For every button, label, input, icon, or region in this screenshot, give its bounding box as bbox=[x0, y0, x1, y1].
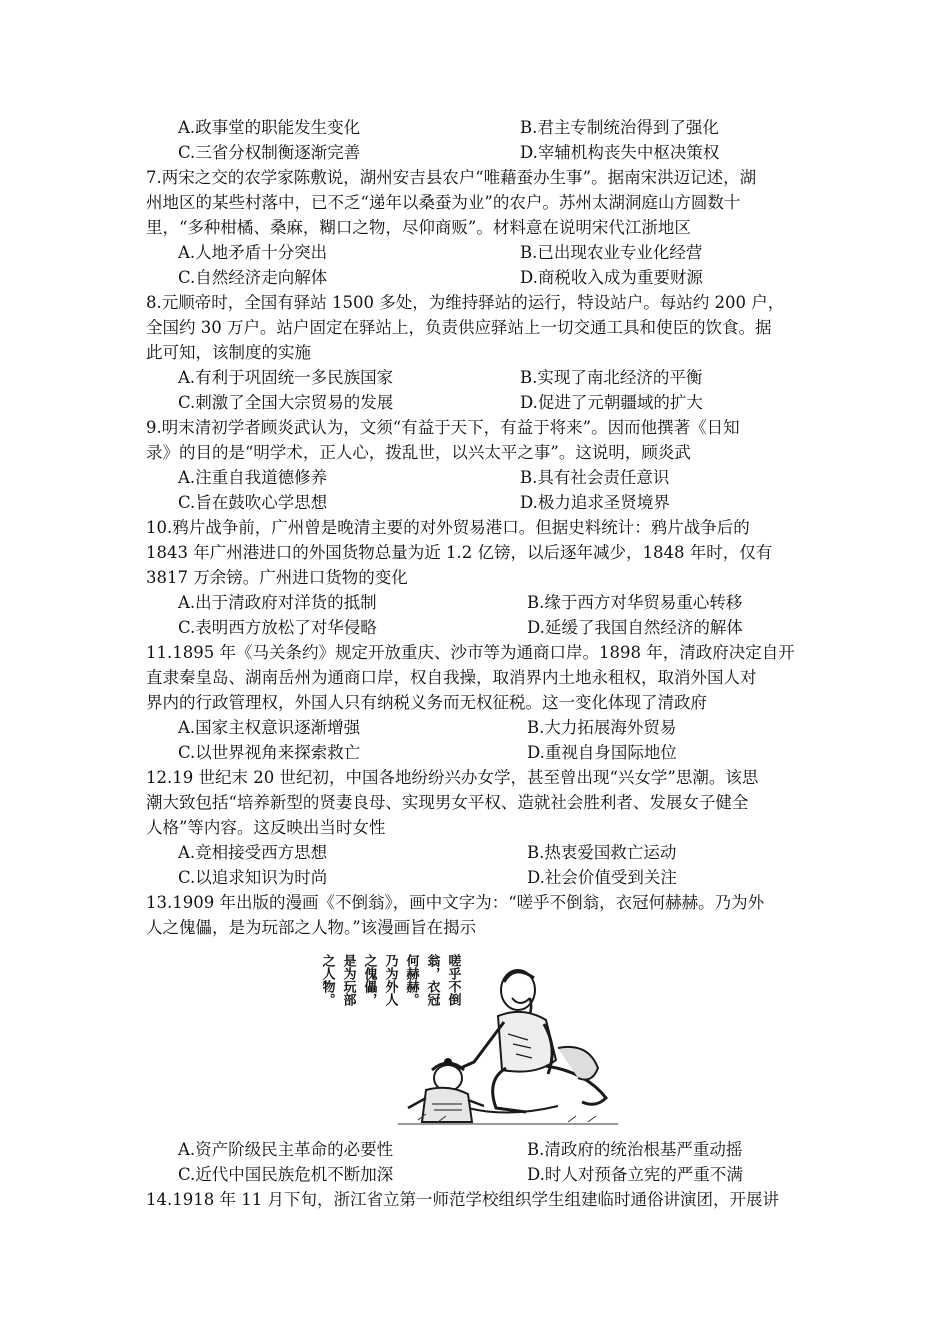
q8-stem-line-1: 8.元顺帝时，全国有驿站 1500 多处，为维持驿站的运行，特设站户。每站约 200 户， bbox=[146, 293, 785, 312]
q9-option-b[interactable]: B.具有社会责任意识 bbox=[520, 468, 670, 487]
qing-puppet-figure bbox=[408, 1059, 484, 1122]
q8-option-d[interactable]: D.促进了元朝疆域的扩大 bbox=[520, 393, 703, 412]
q7-option-d[interactable]: D.商税收入成为重要财源 bbox=[520, 268, 703, 287]
cartoon-column-7: 之人物。 bbox=[319, 954, 335, 1006]
q12-stem-line-3: 人格”等内容。这反映出当时女性 bbox=[146, 818, 386, 837]
q6-option-c[interactable]: C.三省分权制衡逐渐完善 bbox=[178, 143, 361, 162]
budaoweng-cartoon bbox=[308, 938, 628, 1128]
q7-option-b[interactable]: B.已出现农业专业化经营 bbox=[520, 243, 703, 262]
q8-option-a[interactable]: A.有利于巩固统一多民族国家 bbox=[178, 368, 394, 387]
q7-options-row-2 bbox=[0, 266, 950, 290]
q7-stem-line-2: 州地区的某些村落中，已不乏“递年以桑蚕为业”的农户。苏州太湖洞庭山方圆数十 bbox=[146, 193, 741, 212]
cartoon-column-5: 之傀儡， bbox=[361, 954, 377, 1006]
q9-option-c[interactable]: C.旨在鼓吹心学思想 bbox=[178, 493, 328, 512]
q8-options-row-2 bbox=[0, 391, 950, 415]
q12-stem-line-1: 12.19 世纪末 20 世纪初，中国各地纷纷兴办女学，甚至曾出现“兴女学”思潮。该思 bbox=[146, 768, 759, 787]
q10-stem-line-1: 10.鸦片战争前，广州曾是晚清主要的对外贸易港口。但据史料统计：鸦片战争后的 bbox=[146, 518, 750, 537]
q9-options-row-2 bbox=[0, 491, 950, 515]
cartoon-column-6: 是为玩部 bbox=[340, 954, 356, 1006]
q8-option-b[interactable]: B.实现了南北经济的平衡 bbox=[520, 368, 703, 387]
q10-option-c[interactable]: C.表明西方放松了对华侵略 bbox=[178, 618, 377, 637]
q6-option-b[interactable]: B.君主专制统治得到了强化 bbox=[520, 118, 719, 137]
cartoon-column-4: 乃为外人 bbox=[382, 954, 398, 1006]
q6-options-row-1 bbox=[0, 116, 950, 140]
q7-stem-line-3: 里，“多种柑橘、桑麻，糊口之物，尽仰商贩”。材料意在说明宋代江浙地区 bbox=[146, 218, 691, 237]
q12-option-b[interactable]: B.热衷爱国救亡运动 bbox=[527, 843, 677, 862]
q10-option-d[interactable]: D.延缓了我国自然经济的解体 bbox=[527, 618, 743, 637]
q11-options-row-2 bbox=[0, 741, 950, 765]
q8-stem-line-2: 全国约 30 万户。站户固定在驿站上，负责供应驿站上一切交通工具和使臣的饮食。据 bbox=[146, 318, 772, 337]
q12-option-a[interactable]: A.竞相接受西方思想 bbox=[178, 843, 328, 862]
q10-options-row-1 bbox=[0, 591, 950, 615]
q11-option-b[interactable]: B.大力拓展海外贸易 bbox=[527, 718, 677, 737]
q12-option-c[interactable]: C.以追求知识为时尚 bbox=[178, 868, 328, 887]
q11-stem-line-3: 界内的行政管理权，外国人只有纳税义务而无权征税。这一变化体现了清政府 bbox=[146, 693, 707, 712]
q11-option-a[interactable]: A.国家主权意识逐渐增强 bbox=[178, 718, 361, 737]
q11-option-c[interactable]: C.以世界视角来探索救亡 bbox=[178, 743, 361, 762]
q6-option-d[interactable]: D.宰辅机构丧失中枢决策权 bbox=[520, 143, 720, 162]
q13-stem-line-1: 13.1909 年出版的漫画《不倒翁》，画中文字为：“嗟乎不倒翁，衣冠何赫赫。乃为外 bbox=[146, 893, 765, 912]
q10-option-b[interactable]: B.缘于西方对华贸易重心转移 bbox=[527, 593, 743, 612]
q9-option-d[interactable]: D.极力追求圣贤境界 bbox=[520, 493, 670, 512]
q9-stem-line-2: 录》的目的是“明学术，正人心，拨乱世，以兴太平之事”。这说明，顾炎武 bbox=[146, 443, 691, 462]
q13-options-row-1 bbox=[0, 1138, 950, 1162]
q6-options-row-2 bbox=[0, 141, 950, 165]
q7-option-c[interactable]: C.自然经济走向解体 bbox=[178, 268, 328, 287]
q7-option-a[interactable]: A.人地矛盾十分突出 bbox=[178, 243, 328, 262]
cartoon-column-1: 嗟乎不倒 bbox=[445, 954, 461, 1006]
q9-stem-line-1: 9.明末清初学者顾炎武认为，文须“有益于天下，有益于将来”。因而他撰著《日知 bbox=[146, 418, 740, 437]
q12-stem-line-2: 潮大致包括“培养新型的贤妻良母、实现男女平权、造就社会胜利者、发展女子健全 bbox=[146, 793, 749, 812]
q8-options-row-1 bbox=[0, 366, 950, 390]
q10-option-a[interactable]: A.出于清政府对洋货的抵制 bbox=[178, 593, 377, 612]
q7-options-row-1 bbox=[0, 241, 950, 265]
cartoon-drawing bbox=[308, 938, 628, 1128]
q12-option-d[interactable]: D.社会价值受到关注 bbox=[527, 868, 677, 887]
cartoon-column-3: 何赫赫。 bbox=[403, 954, 419, 1006]
q11-option-d[interactable]: D.重视自身国际地位 bbox=[527, 743, 677, 762]
q13-option-b[interactable]: B.清政府的统治根基严重动摇 bbox=[527, 1140, 743, 1159]
q13-option-c[interactable]: C.近代中国民族危机不断加深 bbox=[178, 1165, 394, 1184]
q11-stem-line-1: 11.1895 年《马关条约》规定开放重庆、沙市等为通商口岸。1898 年，清政府决定自开 bbox=[146, 643, 795, 662]
q8-option-c[interactable]: C.刺激了全国大宗贸易的发展 bbox=[178, 393, 394, 412]
q10-options-row-2 bbox=[0, 616, 950, 640]
q10-stem-line-3: 3817 万余镑。广州进口货物的变化 bbox=[146, 568, 408, 587]
q7-stem-line-1: 7.两宋之交的农学家陈敷说，湖州安吉县农户“唯藉蚕办生事”。据南宋洪迈记述，湖 bbox=[146, 168, 757, 187]
q11-stem-line-2: 直隶秦皇岛、湖南岳州为通商口岸，权自我操，取消界内土地永租权，取消外国人对 bbox=[146, 668, 757, 687]
cartoon-column-2: 翁，衣冠 bbox=[424, 954, 440, 1006]
q12-options-row-1 bbox=[0, 841, 950, 865]
q13-option-d[interactable]: D.时人对预备立宪的严重不满 bbox=[527, 1165, 743, 1184]
q12-options-row-2 bbox=[0, 866, 950, 890]
q6-option-a[interactable]: A.政事堂的职能发生变化 bbox=[178, 118, 361, 137]
q8-stem-line-3: 此可知，该制度的实施 bbox=[146, 343, 311, 362]
q11-options-row-1 bbox=[0, 716, 950, 740]
q10-stem-line-2: 1843 年广州港进口的外国货物总量为近 1.2 亿镑，以后逐年减少，1848 年时，仅有 bbox=[146, 543, 773, 562]
q13-options-row-2 bbox=[0, 1163, 950, 1187]
q14-stem-line-1: 14.1918 年 11 月下旬，浙江省立第一师范学校组织学生组建临时通俗讲演团，开展讲 bbox=[146, 1190, 779, 1209]
q9-options-row-1 bbox=[0, 466, 950, 490]
q13-option-a[interactable]: A.资产阶级民主革命的必要性 bbox=[178, 1140, 394, 1159]
q9-option-a[interactable]: A.注重自我道德修养 bbox=[178, 468, 328, 487]
q13-stem-line-2: 人之傀儡，是为玩部之人物。”该漫画旨在揭示 bbox=[146, 918, 477, 937]
